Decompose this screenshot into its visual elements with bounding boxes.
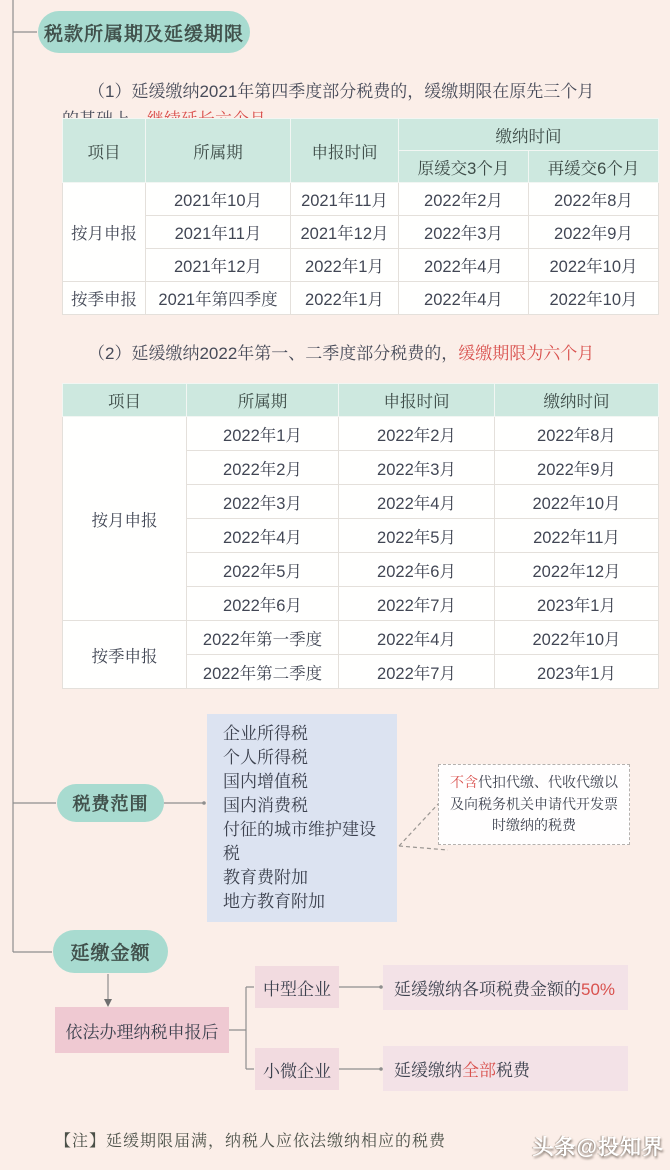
table-row — [63, 216, 659, 249]
table-cell: 2022年3月 — [187, 485, 339, 519]
flow-branch-small-box — [255, 1048, 339, 1090]
table-cell: 2022年第一季度 — [187, 621, 339, 655]
table-cell: 2022年2月 — [399, 183, 529, 216]
section-title: 延缴金额 — [70, 943, 151, 964]
section-pill-deferred-amount — [53, 930, 168, 973]
table-row — [63, 417, 659, 451]
table-cell: 2022年1月 — [291, 249, 399, 282]
table-cell: 2022年5月 — [187, 553, 339, 587]
result-text — [394, 1056, 530, 1081]
arrowhead-down-icon — [104, 999, 112, 1007]
header-period: 所属期 — [146, 119, 291, 183]
flow-branch-label: 小微企业 — [263, 1061, 331, 1081]
table-cell: 2022年9月 — [529, 216, 659, 249]
flow-root-label: 依法办理纳税申报后 — [65, 1022, 219, 1042]
table-cell: 2022年4月 — [339, 621, 495, 655]
list-item: 付征的城市维护建设税 — [223, 820, 376, 863]
table-cell: 2022年2月 — [187, 451, 339, 485]
result-highlight: 50% — [581, 980, 616, 999]
header-item: 项目 — [63, 119, 146, 183]
list-item: 个人所得税 — [223, 748, 308, 767]
table-cell: 2021年11月 — [146, 216, 291, 249]
list-item: 教育费附加 — [223, 868, 308, 887]
table-cell: 2022年4月 — [187, 519, 339, 553]
flow-result-medium-box — [383, 965, 628, 1010]
table-cell: 2022年11月 — [495, 519, 659, 553]
group-label-quarterly: 按季申报 — [63, 621, 187, 689]
header-pay-sub1: 原缓交3个月 — [399, 151, 529, 183]
list-item: 企业所得税 — [223, 724, 308, 743]
header-declare: 申报时间 — [291, 119, 399, 183]
table-cell: 2022年1月 — [291, 282, 399, 315]
table-cell: 2022年8月 — [495, 417, 659, 451]
section-pill-tax-scope — [57, 784, 164, 822]
callout-pointer-line-top — [399, 802, 440, 846]
table-2022-q1q2 — [62, 383, 659, 689]
table-cell: 2022年6月 — [187, 587, 339, 621]
tax-scope-list — [207, 714, 397, 922]
table-cell: 2022年10月 — [529, 249, 659, 282]
flow-split-lines — [229, 987, 254, 1069]
table-cell: 2022年3月 — [339, 451, 495, 485]
flow-branch-label: 中型企业 — [263, 979, 331, 999]
table-header-row — [63, 384, 659, 417]
list-item: 国内消费税 — [223, 796, 308, 815]
watermark: 头条@投知界 — [532, 1136, 664, 1159]
flow-branch-medium-box — [255, 966, 339, 1008]
header-pay-sub2: 再缓交6个月 — [529, 151, 659, 183]
flow-result-small-box — [383, 1046, 628, 1091]
scope-exclusion-callout — [438, 764, 630, 845]
table-cell: 2022年10月 — [529, 282, 659, 315]
table-cell: 2021年12月 — [291, 216, 399, 249]
table-cell: 2022年7月 — [339, 587, 495, 621]
table-cell: 2021年11月 — [291, 183, 399, 216]
group-label-quarterly: 按季申报 — [63, 282, 146, 315]
callout-pointer-line-bottom — [399, 846, 448, 850]
result-prefix: 延缓缴纳各项税费金额的 — [394, 980, 581, 999]
table-row — [63, 183, 659, 216]
header-period: 所属期 — [187, 384, 339, 417]
table-cell: 2022年2月 — [339, 417, 495, 451]
table-cell: 2022年10月 — [495, 621, 659, 655]
table-cell: 2022年4月 — [339, 485, 495, 519]
table-row — [63, 621, 659, 655]
header-declare: 申报时间 — [339, 384, 495, 417]
paragraph-2-highlight: 缓缴期限为六个月 — [458, 344, 595, 363]
result-suffix: 税费 — [496, 1061, 530, 1080]
header-item: 项目 — [63, 384, 187, 417]
table-cell: 2021年第四季度 — [146, 282, 291, 315]
paragraph-2 — [62, 340, 662, 368]
paragraph-2-text: （2）延缓缴纳2022年第一、二季度部分税费的， — [88, 344, 459, 363]
callout-highlight: 不含 — [450, 774, 478, 790]
table-cell: 2022年4月 — [399, 282, 529, 315]
table-cell: 2022年7月 — [339, 655, 495, 689]
line-end-dot — [202, 801, 206, 805]
callout-text: 代扣代缴、代收代缴以及向税务机关申请代开发票时缴纳的税费 — [450, 774, 618, 834]
table-cell: 2023年1月 — [495, 587, 659, 621]
result-prefix: 延缓缴纳 — [394, 1061, 462, 1080]
table-cell: 2022年10月 — [495, 485, 659, 519]
header-pay: 缴纳时间 — [495, 384, 659, 417]
table-2021-q4 — [62, 118, 659, 315]
group-label-monthly: 按月申报 — [63, 417, 187, 621]
table-cell: 2023年1月 — [495, 655, 659, 689]
table-cell: 2022年12月 — [495, 553, 659, 587]
table-cell: 2021年12月 — [146, 249, 291, 282]
group-label-monthly: 按月申报 — [63, 183, 146, 282]
list-item: 国内增值税 — [223, 772, 308, 791]
table-cell: 2022年6月 — [339, 553, 495, 587]
footnote: 【注】延缓期限届满，纳税人应依法缴纳相应的税费 — [55, 1133, 447, 1150]
table-cell: 2021年10月 — [146, 183, 291, 216]
section-title: 税费范围 — [72, 794, 149, 814]
table-header-row — [63, 119, 659, 151]
table-cell: 2022年8月 — [529, 183, 659, 216]
section-title: 税款所属期及延缓期限 — [43, 23, 244, 45]
table-cell: 2022年3月 — [399, 216, 529, 249]
table-row — [63, 249, 659, 282]
header-pay: 缴纳时间 — [399, 119, 659, 151]
list-item: 地方教育附加 — [223, 892, 325, 911]
table-cell: 2022年9月 — [495, 451, 659, 485]
result-highlight: 全部 — [462, 1061, 496, 1080]
paragraph-1-line1: （1）延缓缴纳2021年第四季度部分税费的，缓缴期限在原先三个月 — [88, 82, 595, 101]
table-cell: 2022年5月 — [339, 519, 495, 553]
table-cell: 2022年4月 — [399, 249, 529, 282]
section-pill-tax-period — [38, 11, 250, 53]
table-row — [63, 282, 659, 315]
table-cell: 2022年1月 — [187, 417, 339, 451]
flow-root-box — [55, 1007, 229, 1053]
result-text — [394, 975, 615, 1000]
table-cell: 2022年第二季度 — [187, 655, 339, 689]
